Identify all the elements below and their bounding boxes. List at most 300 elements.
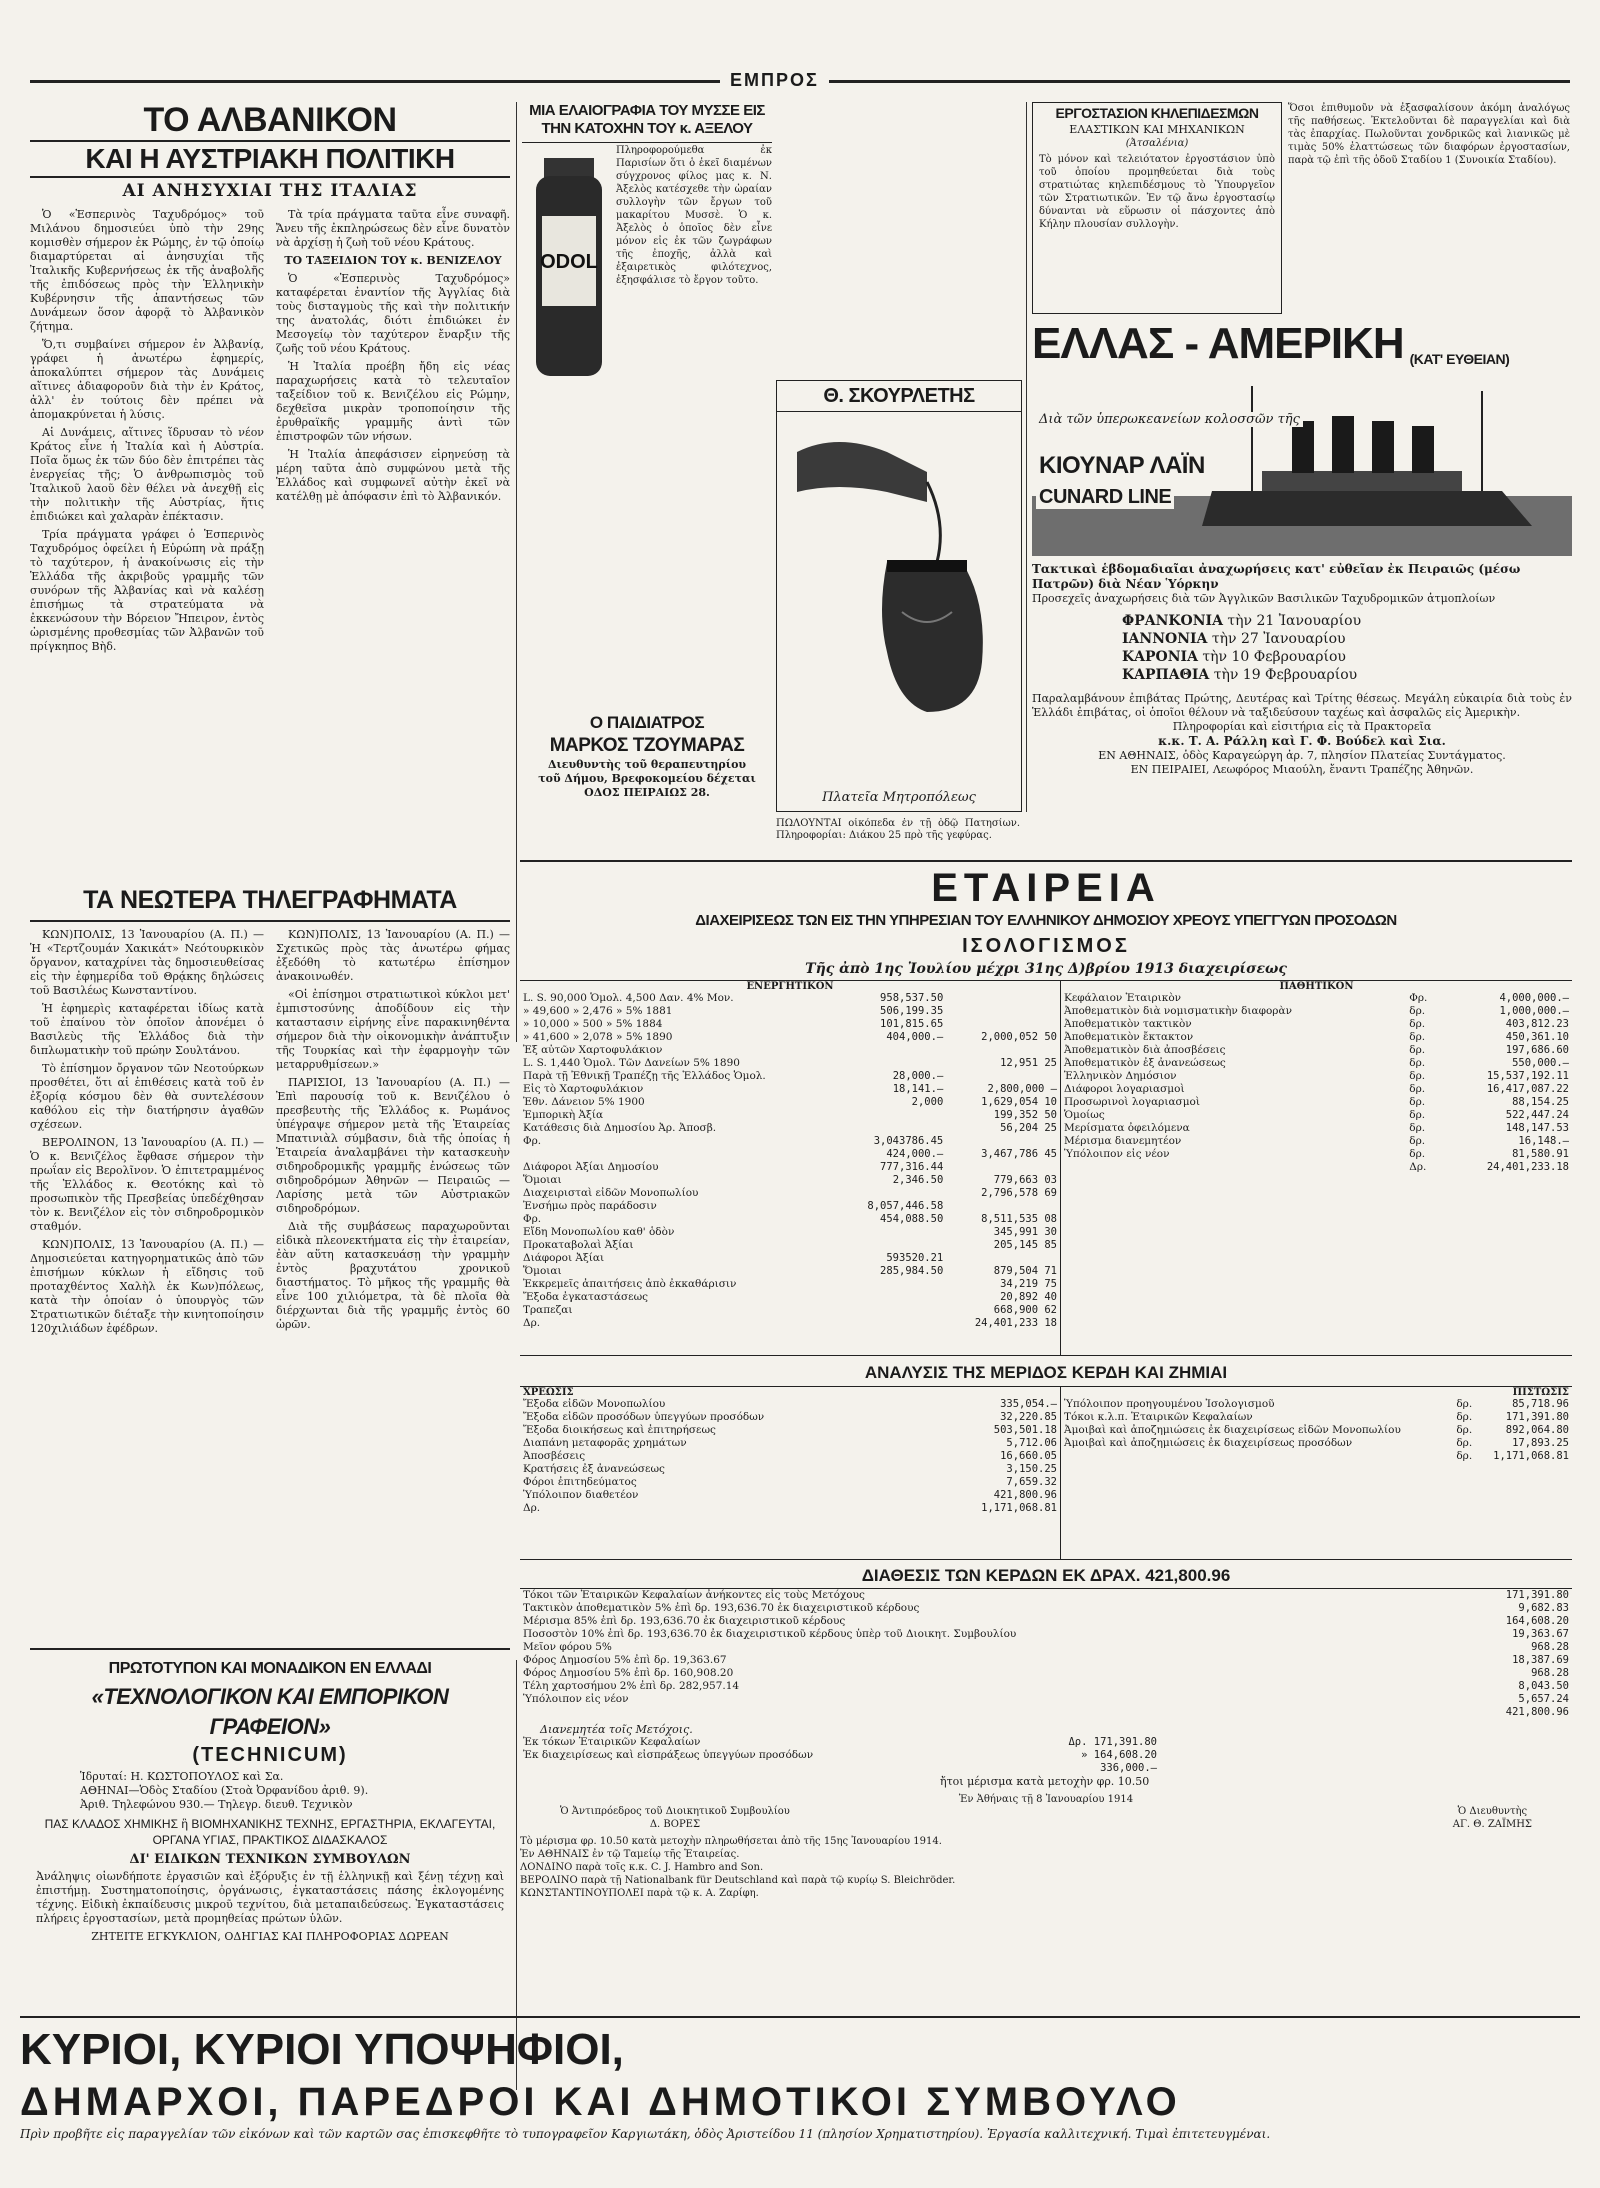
payment-info (520, 1835, 1572, 1900)
currency: δρ. (1409, 1005, 1426, 1017)
distribution-label: Φόρος Δημοσίου 5% ἐπὶ δρ. 19,363.67 (523, 1654, 727, 1666)
currency: δρ. (1456, 1411, 1473, 1423)
table-row (520, 1161, 1060, 1174)
currency: δρ. (1409, 1096, 1426, 1108)
shareholder-amount: » 164,608.20 (1081, 1749, 1157, 1761)
shareholders-table (520, 1736, 1160, 1775)
liability-amount: 1,000,000.— (1499, 1005, 1569, 1017)
asset-total (946, 1200, 1060, 1213)
company-notice (520, 866, 1572, 1946)
currency: δρ. (1409, 1109, 1426, 1121)
asset-amount: 28,000.— (892, 1070, 944, 1082)
dividend-line: ἤτοι μέρισμα κατὰ μετοχὴν φρ. 10.50 (940, 1775, 1150, 1788)
director-signature (1453, 1805, 1532, 1831)
liability-label (1061, 1161, 1406, 1174)
table-row (520, 1278, 1060, 1291)
liability-label: Μερίσματα ὀφειλόμενα (1064, 1122, 1190, 1134)
shareholder-amount: Δρ. 171,391.80 (1068, 1736, 1157, 1748)
debit-label: Κρατήσεις ἐξ ἀνανεώσεως (523, 1463, 665, 1475)
vice-president-signature (560, 1805, 790, 1831)
paragraph: Ὁ «Ἑσπερινὸς Ταχυδρόμος» τοῦ Μιλάνου δημοσιεύει ὑπὸ τὴν 29ης κομισθὲν σήμερον ἐκ Ρώμης, ἐν τῷ ὁποίῳ διαμαρτύρεται αἱ ἀνησυχίαι τῆς Ἰταλικῆς Κυβερνήσεως ἐκ τῆς ἀναβολῆς τῆς ἐπιδόσεως πρὸς τὴν Ἑλληνικὴν Κυβέρνησιν τῆς ἀπαντήσεως τῶν Δυνάμεων ὅσον ἀφορᾷ τὸ Ἀλβανικὸν ζήτημα. (30, 208, 264, 333)
currency: δρ. (1456, 1450, 1473, 1462)
currency: δρ. (1409, 1018, 1426, 1030)
asset-total: 2,796,578 69 (981, 1187, 1057, 1199)
technicum-ad (30, 1648, 510, 2010)
debit-amount: 3,150.25 (1006, 1463, 1057, 1475)
telegram: Τὸ ἐπίσημον ὄργανον τῶν Νεοτούρκων προσθέτει, ὅτι αἱ ἐπιθέσεις κατὰ τοῦ ἐν ἐξορίᾳ κόσμου δὲν θὰ συντελέσουν καθόλου εἰς τὴν διατήρησιν ἀγαθῶν σχέσεων. (30, 1062, 264, 1131)
asset-label: Ἐκκρεμεῖς ἀπαιτήσεις ἀπὸ ἐκκαθάρισιν (523, 1278, 737, 1290)
debit-amount: 335,054.— (1000, 1398, 1057, 1410)
credit-label: Ὑπόλοιπον προηγουμένου Ἰσολογισμοῦ (1064, 1398, 1275, 1410)
asset-label: Φρ. (523, 1135, 542, 1147)
asset-amount: 3,043786.45 (873, 1135, 944, 1147)
table-row (1061, 992, 1572, 1005)
telegram: Ἡ ἐφημερὶς καταφέρεται ἰδίως κατὰ τοῦ ἐπαίνου τὸν ὁποῖον ἀπονέμει ὁ Βασιλεὺς τῆς Ἑλλάδος διὰ τὴν διπλωματικὴν τοῦ πρώην Σουλτάνου. (30, 1002, 264, 1057)
asset-label: Ἐθν. Δάνειον 5% 1900 (523, 1096, 645, 1108)
table-row (520, 1057, 1060, 1070)
liability-amount: 16,148.— (1518, 1135, 1569, 1147)
table-row (520, 1317, 1060, 1330)
asset-label: Εἰς τὸ Χαρτοφυλάκιον (523, 1083, 644, 1095)
pediatrician-name: ΜΑΡΚΟΣ ΤΖΟΥΜΑΡΑΣ (549, 735, 745, 756)
asset-label: » 41,600 » 2,078 » 5% 1890 (523, 1031, 673, 1043)
ship-schedule (1032, 612, 1572, 684)
asset-label: L. S. 1,440 Ὁμολ. Τῶν Δανείων 5% 1890 (523, 1057, 740, 1069)
ad-title: «ΤΕΧΝΟΛΟΓΙΚΟΝ ΚΑΙ ΕΜΠΟΡΙΚΟΝ ΓΡΑΦΕΙΟΝ» (91, 1684, 449, 1739)
liability-label: Μέρισμα διανεμητέον (1064, 1135, 1182, 1147)
cunard-tag: (ΚΑΤ' ΕΥΘΕΙΑΝ) (1409, 351, 1510, 367)
asset-total (946, 1161, 1060, 1174)
asset-total: 56,204 25 (1000, 1122, 1057, 1134)
asset-total (946, 1252, 1060, 1265)
asset-amount (841, 1317, 947, 1330)
assets-table (520, 992, 1060, 1330)
table-row (1061, 1109, 1572, 1122)
distribution-amount: 421,800.96 (1505, 1706, 1569, 1718)
asset-label: Ὅμοιαι (523, 1174, 562, 1186)
credit-panel (1061, 1387, 1572, 1559)
debit-label: Ἔξοδα εἰδῶν Μονοπωλίου (523, 1398, 666, 1410)
shareholder-label: Ἐκ τόκων Ἑταιρικῶν Κεφαλαίων (523, 1736, 701, 1748)
distribution-label: Μεῖον φόρου 5% (523, 1641, 612, 1653)
skourletis-name: Θ. ΣΚΟΥΡΛΕΤΗΣ (777, 381, 1021, 412)
telegrams-col-left (30, 928, 264, 1340)
asset-label: Προκαταβολαὶ Ἀξίαι (523, 1239, 634, 1251)
tickets-info: Πληροφορίαι καὶ εἰσιτήρια εἰς τὰ Πρακτορεῖα (1172, 720, 1432, 733)
asset-label: Φρ. (523, 1213, 542, 1225)
telegram: ΠΑΡΙΣΙΟΙ, 13 Ἰανουαρίου (Α. Π.) — Ἐπὶ παρουσίᾳ τοῦ κ. Βενιζέλου ὁ πρεσβευτὴς τῆς Ἑλλάδος κ. Ρωμάνος ὑπέγραψε σήμερον μετὰ τῆς Ἑταιρείας Μπατινιὰλ σύμβασιν, διὰ τῆς ὁποίας ἡ Ἑταιρεία ἀναλαμβάνει τὴν κατασκευὴν σιδηροδρομικῆς γραμμῆς ἐνώσεως τῶν σιδηροδρόμων Ἀθηνῶν — Πειραιῶς — Λαρίσης μετὰ τῶν Αὐστριακῶν σιδηροδρόμων. (276, 1076, 510, 1215)
liability-amount: 148,147.53 (1505, 1122, 1569, 1134)
distribution-amount: 164,608.20 (1505, 1615, 1569, 1627)
asset-amount (841, 1122, 947, 1135)
debit-label: Διαπάνη μεταφορᾶς χρημάτων (523, 1437, 687, 1449)
cunard-title: ΕΛΛΑΣ - ΑΜΕΡΙΚΗ (1032, 319, 1404, 368)
table-row (520, 1252, 1060, 1265)
asset-total (946, 1135, 1060, 1148)
article-title: ΤΟ ΑΛΒΑΝΙΚΟΝ (143, 101, 397, 139)
distribution-amount: 968.28 (1531, 1667, 1569, 1679)
signature-role: Ὁ Διευθυντὴς (1457, 1806, 1528, 1817)
table-row (520, 1187, 1060, 1200)
asset-total: 20,892 40 (1000, 1291, 1057, 1303)
table-row (520, 1200, 1060, 1213)
signature-name: ΑΓ. Θ. ΖΑΪΜΗΣ (1452, 1819, 1532, 1830)
debit-amount: 16,660.05 (1000, 1450, 1057, 1462)
currency: Φρ. (1409, 992, 1428, 1004)
hose-notes (1288, 102, 1570, 312)
asset-total (946, 1018, 1060, 1031)
asset-amount: 454,088.50 (880, 1213, 944, 1225)
table-row (520, 1437, 1060, 1450)
article-kicker: ΑΙ ΑΝΗΣΥΧΙΑΙ ΤΗΣ ΙΤΑΛΙΑΣ (122, 181, 418, 201)
liability-amount: 81,580.91 (1512, 1148, 1569, 1160)
liability-amount: 522,447.24 (1505, 1109, 1569, 1121)
currency: Δρ. (1409, 1161, 1427, 1173)
shareholder-amount: 336,000.— (1100, 1762, 1157, 1774)
table-row (520, 1680, 1572, 1693)
masthead-title: ΕΜΠΡΟΣ (720, 70, 829, 91)
table-row (520, 1602, 1572, 1615)
line-name: ΚΙΟΥΝΑΡ ΛΑΪΝ (1036, 452, 1208, 480)
asset-total: 345,991 30 (993, 1226, 1057, 1238)
table-row (520, 1174, 1060, 1187)
hose-sub2: (Ἀτσαλένια) (1125, 138, 1189, 149)
telegrams-article (30, 880, 510, 1640)
ship-row (1122, 612, 1572, 630)
paragraph: Ἡ Ἰταλία προέβη ἤδη εἰς νέας παραχωρήσεις κατὰ τὸ τελευταῖον ταξείδιον τοῦ κ. Βενιζέλου εἰς Ρώμην, δεχθεῖσα μικρὰν τροποποίησιν τῆς ἐρυθραϊκῆς γραμμῆς ἀντὶ τῶν ἐπιστροφῶν τῶν νήσων. (276, 360, 510, 443)
assets-heading: ΕΝΕΡΓΗΤΙΚΟΝ (746, 981, 834, 992)
shareholders-heading: Διανεμητέα τοῖς Μετόχοις. (540, 1723, 693, 1736)
table-row (1061, 1096, 1572, 1109)
asset-label: » 49,600 » 2,476 » 5% 1881 (523, 1005, 673, 1017)
payment-line: ΒΕΡΟΛΙΝΟ παρὰ τῇ Nationalbank für Deutschland καὶ παρὰ τῷ κυρίῳ S. Bleichröder. (520, 1875, 956, 1886)
liabilities-panel (1061, 981, 1572, 1355)
piraeus-office: ΕΝ ΠΕΙΡΑΙΕΙ, Λεωφόρος Μιαούλη, ἔναντι Τραπέζης Ἀθηνῶν. (1130, 763, 1474, 776)
asset-label: Ἐμπορικὴ Ἀξία (523, 1109, 604, 1121)
ad-kicker: ΠΡΩΤΟΤΥΠΟΝ ΚΑΙ ΜΟΝΑΔΙΚΟΝ ΕΝ ΕΛΛΑΔΙ (108, 1660, 432, 1677)
asset-amount (841, 1187, 947, 1200)
table-row (520, 1667, 1572, 1680)
table-row (520, 1654, 1572, 1667)
company-subtitle: ΔΙΑΧΕΙΡΙΣΕΩΣ ΤΩΝ ΕΙΣ ΤΗΝ ΥΠΗΡΕΣΙΑΝ ΤΟΥ ΕΛΛΗΝΙΚΟΥ ΔΗΜΟΣΙΟΥ ΧΡΕΟΥΣ ΥΠΕΓΓΥΩΝ ΠΡΟΣΟΔΩΝ (695, 912, 1397, 929)
liability-label: Ὑπόλοιπον εἰς νέον (1064, 1148, 1170, 1160)
distribution-amount: 5,657.24 (1518, 1693, 1569, 1705)
debit-table (520, 1398, 1060, 1515)
asset-amount: 101,815.65 (880, 1018, 944, 1030)
asset-amount: 2,346.50 (892, 1174, 944, 1186)
credit-amount: 85,718.96 (1512, 1398, 1569, 1410)
odol-title: ΜΙΑ ΕΛΑΙΟΓΡΑΦΙΑ ΤΟΥ ΜΥΣΣΕ ΕΙΣ ΤΗΝ ΚΑΤΟΧΗΝ ΤΟΥ κ. ΑΞΕΛΟΥ (522, 102, 772, 143)
credit-heading: ΠΙΣΤΩΣΙΣ (1512, 1387, 1569, 1398)
asset-label: Τραπεζαι (523, 1304, 573, 1316)
asset-total: 3,467,786 45 (981, 1148, 1057, 1160)
asset-total (946, 1044, 1060, 1057)
debit-amount: 32,220.85 (1000, 1411, 1057, 1423)
ship-row (1122, 666, 1572, 684)
ship-name: ΙΑΝΝΟΝΙΑ (1122, 631, 1208, 647)
currency: δρ. (1409, 1044, 1426, 1056)
paragraph: Τρία πράγματα γράφει ὁ Ἑσπερινὸς Ταχυδρόμος ὀφείλει ἡ Εὐρώπη νὰ πράξῃ τὸ ταχύτερον, ἡ ἀνακοίνωσις εἰς τὴν Ἑλλάδα τῆς ἀκριβοῦς γραμμῆς τῶν συνόρων τῆς Ἀλβανίας καὶ νὰ καλέσῃ ἐπισήμως τὰ στρατεύματα νὰ ἐκκενώσουν τὴν Βόρειον Ἤπειρον, ἐντὸς ὡρισμένης προθεσμίας τῶν Ἀλβανῶν τοῦ πρίγκηπος Βὴδ. (30, 528, 264, 653)
signature-name: Δ. ΒΟΡΕΣ (649, 1819, 701, 1830)
credit-amount: 17,893.25 (1512, 1437, 1569, 1449)
liabilities-heading: ΠΑΘΗΤΙΚΟΝ (1279, 981, 1354, 992)
distribution-label: Τόκοι τῶν Ἑταιρικῶν Κεφαλαίων ἀνήκοντες εἰς τοὺς Μετόχους (523, 1589, 865, 1601)
liability-label: Διάφοροι λογαριασμοὶ (1064, 1083, 1185, 1095)
credit-label: Ἀμοιβαὶ καὶ ἀποζημιώσεις ἐκ διαχειρίσεως προσόδων (1064, 1437, 1353, 1449)
asset-amount (841, 1278, 947, 1291)
banner-line-3: Πρὶν προβῆτε εἰς παραγγελίαν τῶν εἰκόνων καὶ τῶν καρτῶν σας ἐπισκεφθῆτε τὸ τυπογραφεῖον Καργιωτάκη, ὁδὸς Ἀριστείδου 11 (πλησίον Χρηματιστηρίου). Ἐργασία καλλιτεχνική. Τιμαὶ ἐπιτετευγμέναι. (20, 2127, 1271, 2141)
liability-label: Ἀποθεματικὸν τακτικὸν (1064, 1018, 1192, 1030)
article-col-right (276, 208, 510, 658)
currency: δρ. (1409, 1083, 1426, 1095)
table-row (520, 1450, 1060, 1463)
asset-total: 12,951 25 (1000, 1057, 1057, 1069)
plots-caption (776, 818, 1020, 858)
table-row (520, 1398, 1060, 1411)
table-row (520, 1083, 1060, 1096)
table-row (520, 1411, 1060, 1424)
liability-label: Ἀποθεματικὸν ἔκτακτον (1064, 1031, 1194, 1043)
ad-body: Ἀνάληψις οἱωνδήποτε ἐργασιῶν καὶ ἐξόρυξις ἐν τῇ ἑλληνικῇ καὶ ξένῃ τέχνῃ καὶ ἐπιστήμῃ. Συστηματοποίησις, ὀργάνωσις, ἐγκαταστάσεις πάσης ἐκλογομένης τέχνης. Εἰδικὴ ἐκπαίδευσις μικροῦ τεχνίτου, διὰ μεταπαιδεύσεως. Ἐγκαταστάσεις πλήρεις ἐργοστασίων, μετὰ προμηθείας πρώτων ὑλῶν. (36, 1870, 504, 1925)
hose-factory-ad (1032, 102, 1282, 314)
table-row (520, 1265, 1060, 1278)
asset-label: Δρ. (523, 1317, 541, 1329)
ship-date: τὴν 19 Φεβρουαρίου (1213, 667, 1358, 683)
credit-amount: 892,064.80 (1505, 1424, 1569, 1436)
table-row (520, 1031, 1060, 1044)
liability-amount: 4,000,000.— (1499, 992, 1569, 1004)
founders: Ἱδρυταί: Η. ΚΩΣΤΟΠΟΥΛΟΣ καὶ Σα. (80, 1770, 284, 1783)
liability-label: Ἀποθεματικὸν ἐξ ἀνανεώσεως (1064, 1057, 1226, 1069)
balance-period: Τῆς ἀπὸ 1ης Ἰουλίου μέχρι 31ης Δ)βρίου 1913 διαχειρίσεως (520, 960, 1572, 981)
payment-line: ΚΩΝΣΤΑΝΤΙΝΟΥΠΟΛΕΙ παρὰ τῷ κ. Α. Ζαρίφη. (520, 1888, 759, 1899)
credit-amount: 1,171,068.81 (1493, 1450, 1569, 1462)
credit-amount: 171,391.80 (1505, 1411, 1569, 1423)
pediatrician-line: τοῦ Δήμου, Βρεφοκομείου δέχεται ΟΔΟΣ ΠΕΙΡΑΙΩΣ 28. (538, 772, 756, 799)
table-row (520, 1096, 1060, 1109)
table-row (520, 1122, 1060, 1135)
ship-name: ΦΡΑΝΚΟΝΙΑ (1122, 613, 1223, 629)
ad-fields: ΠΑΣ ΚΛΑΔΟΣ ΧΗΜΙΚΗΣ ἢ ΒΙΟΜΗΧΑΝΙΚΗΣ ΤΕΧΝΗΣ, ΕΡΓΑΣΤΗΡΙΑ, ΕΚΛΑΓΕΥΤΑΙ, ΟΡΓΑΝΑ ΥΓΙΑΣ, ΠΡΑΚΤΙΚΟΣ ΔΙΔΑΣΚΑΛΟΣ (44, 1817, 496, 1847)
distribution-label: Ποσοστὸν 10% ἐπὶ δρ. 193,636.70 ἐκ διαχειριστικοῦ κέρδους ὑπὲρ τοῦ Διοικητ. Συμβουλίου (523, 1628, 1017, 1640)
debit-label: Ἔξοδα διοικήσεως καὶ ἐπιτηρήσεως (523, 1424, 716, 1436)
asset-total: 8,511,535 08 (981, 1213, 1057, 1225)
asset-amount (841, 1291, 947, 1304)
asset-label: L. S. 90,000 Ὁμολ. 4,500 Δαν. 4% Μον. (523, 992, 734, 1004)
distribution-amount: 9,682.83 (1518, 1602, 1569, 1614)
payment-line: ΛΟΝΔΙΝΟ παρὰ τοῖς κ.κ. C. J. Hambro and Son. (520, 1862, 764, 1873)
distribution-amount: 8,043.50 (1518, 1680, 1569, 1692)
table-row (520, 1736, 1160, 1749)
ship-caption: Διὰ τῶν ὑπερωκεανείων κολοσσῶν τῆς (1036, 412, 1303, 427)
table-row (1061, 1398, 1572, 1411)
distribution-label: Τακτικὸν ἀποθεματικὸν 5% ἐπὶ δρ. 193,636.70 ἐκ διαχειριστικοῦ κέρδους (523, 1602, 920, 1614)
asset-amount: 506,199.35 (880, 1005, 944, 1017)
table-row (520, 1424, 1060, 1437)
hose-notes-text: Ὅσοι ἐπιθυμοῦν νὰ ἐξασφαλίσουν ἀκόμη ἀναλόγως τῆς παθήσεως. Ἐκτελοῦνται δὲ παραγγελίαι καὶ διὰ τὰς ἐπαρχίας. Πωλοῦνται χονδρικῶς καὶ λιανικῶς μὲ τιμὰς 50% ἐλαττώσεως τῶν διαφόρων ἐργοστασίων, παρὰ τῷ ἐπὶ τῆς ὁδοῦ Σταδίου 1 (Συνοικία Σταδίου). (1288, 103, 1570, 166)
company-title: ΕΤΑΙΡΕΙΑ (931, 866, 1161, 910)
table-row (1061, 1424, 1572, 1437)
table-row (1061, 1135, 1572, 1148)
payment-line: Τὸ μέρισμα φρ. 10.50 κατὰ μετοχὴν πληρωθήσεται ἀπὸ τῆς 15ης Ἰανουαρίου 1914. (520, 1836, 942, 1847)
asset-amount: 958,537.50 (880, 992, 944, 1004)
odol-ad (522, 102, 772, 862)
ship-name: ΚΑΡΟΝΙΑ (1122, 649, 1198, 665)
distribution-label: Τέλη χαρτοσήμου 2% ἐπὶ δρ. 282,957.14 (523, 1680, 740, 1692)
albanian-article (30, 100, 510, 880)
ship-row (1122, 630, 1572, 648)
debit-label: Ἀποσβέσεις (523, 1450, 586, 1462)
plots-caption-text: ΠΩΛΟΥΝΤΑΙ οἰκόπεδα ἐν τῇ ὁδῷ Πατησίων. Πληροφορίαι: Διάκου 25 πρὸ τῆς γεφύρας. (776, 818, 1020, 841)
table-row (520, 1005, 1060, 1018)
ad-footer: ΖΗΤΕΙΤΕ ΕΓΚΥΚΛΙΟΝ, ΟΔΗΓΙΑΣ ΚΑΙ ΠΛΗΡΟΦΟΡΙΑΣ ΔΩΡΕΑΝ (91, 1930, 449, 1943)
table-row (1061, 1161, 1572, 1174)
asset-amount: 2,000 (911, 1096, 944, 1108)
table-row (520, 1070, 1060, 1083)
ship-date: τὴν 27 Ἰανουαρίου (1211, 631, 1346, 647)
distribution-label: Ὑπόλοιπον εἰς νέον (523, 1693, 629, 1705)
ship-name: ΚΑΡΠΑΘΙΑ (1122, 667, 1210, 683)
asset-amount: 18,141.— (892, 1083, 944, 1095)
table-row (520, 992, 1060, 1005)
table-row (520, 1109, 1060, 1122)
telegram: ΚΩΝ)ΠΟΛΙΣ, 13 Ἰανουαρίου (Α. Π.) — Δημοσιεύεται κατηγορηματικῶς ἀπὸ τῶν ἐπισήμων κύκλων ἡ εἴδησις τοῦ προταχθέντος Χαλὴλ ἐκ Κων)πόλεως, κατὰ τὴν ὁποίαν ὁ ὑπουργὸς τῶν Στρατιωτικῶν διέταξε τὴν κινητοποίησιν 120χιλιάδων ἐφέδρων. (30, 1238, 264, 1335)
asset-amount (841, 1109, 947, 1122)
distribution-label (520, 1706, 1444, 1719)
asset-total: 779,663 03 (993, 1174, 1057, 1186)
liability-label: Ὁμοίως (1064, 1109, 1105, 1121)
table-row (520, 1239, 1060, 1252)
hose-body: Τὸ μόνον καὶ τελειότατον ἐργοστάσιον ὑπὸ τοῦ ὁποίου προμηθεύεται διὰ τοὺς στρατιώτας κηλεπιδέσμους τὸ Ὑπουργεῖον τῶν Στρατιωτικῶν. Ἐν τῷ ἄνω ἐργοστασίῳ δύνανται νὰ εὕρωσιν οἱ πάσχοντες ἀπὸ Κήλην πλουσίαν συλλογὴν. (1039, 154, 1275, 230)
table-row (520, 1463, 1060, 1476)
table-row (520, 1148, 1060, 1161)
skourletis-ad (776, 380, 1022, 812)
debit-amount: 7,659.32 (1006, 1476, 1057, 1488)
table-row (520, 1693, 1572, 1706)
asset-label: Ἔξοδα ἐγκαταστάσεως (523, 1291, 649, 1303)
asset-total (946, 992, 1060, 1005)
table-row (520, 1641, 1572, 1654)
handbag-illustration (777, 412, 1021, 772)
table-row (1061, 1070, 1572, 1083)
shareholder-label (520, 1762, 1005, 1775)
asset-label: Διάφοροι Ἀξίαι (523, 1252, 605, 1264)
column-rule-1 (516, 102, 517, 1042)
agents: κ.κ. Τ. Α. Ράλλη καὶ Γ. Φ. Βούδελ καὶ Σια. (1158, 734, 1446, 748)
telegram: «Οἱ ἐπίσημοι στρατιωτικοὶ κύκλοι μετ' ἐμπιστοσύνης ἀποδίδουν εἰς τὴν καταστασιν εἰρήνης εἶνε παρακινηθέντα σήμερον διὰ τὴν οἰκονομικὴν ἀνάπτυξιν τῆς Τουρκίας καὶ τὴν ἐφαρμογὴν τῶν μεταρρυθμίσεων.» (276, 988, 510, 1071)
table-row (520, 1749, 1160, 1762)
distribution-table (520, 1589, 1572, 1719)
currency: δρ. (1456, 1424, 1473, 1436)
distribution-amount: 19,363.67 (1512, 1628, 1569, 1640)
table-row (520, 1304, 1060, 1317)
asset-amount: 8,057,446.58 (867, 1200, 944, 1212)
liability-amount: 88,154.25 (1512, 1096, 1569, 1108)
odol-label: ODOL (540, 251, 598, 273)
paragraph: Τὰ τρία πράγματα ταῦτα εἶνε συναφῆ. Ἄνευ τῆς ἐκπληρώσεως δὲν εἶνε δυνατὸν νὰ ἀρχίσῃ ἡ ζωὴ τοῦ νέου Κράτους. (276, 208, 510, 249)
table-row (520, 1135, 1060, 1148)
section-heading: ΤΟ ΤΑΞΕΙΔΙΟΝ ΤΟΥ κ. ΒΕΝΙΖΕΛΟΥ (284, 254, 502, 267)
asset-amount: 404,000.— (886, 1031, 944, 1043)
table-row (520, 1476, 1060, 1489)
table-row (1061, 1044, 1572, 1057)
liability-label: Κεφάλαιον Ἑταιρικὸν (1064, 992, 1182, 1004)
asset-amount: 424,000.— (886, 1148, 944, 1160)
ad-latin-title: (TECHNICUM) (192, 1744, 348, 1766)
table-row (520, 1044, 1060, 1057)
asset-amount: 285,984.50 (880, 1265, 944, 1277)
asset-label: Εἴδη Μονοπωλίου καθ' ὁδὸν (523, 1226, 675, 1238)
asset-label: Διάφοροι Ἀξίαι Δημοσίου (523, 1161, 659, 1173)
asset-total: 205,145 85 (993, 1239, 1057, 1251)
debit-label: Φόροι ἐπιτηδεύματος (523, 1476, 637, 1488)
telegrams-title: ΤΑ ΝΕΩΤΕΡΑ ΤΗΛΕΓΡΑΦΗΜΑΤΑ (30, 880, 510, 922)
currency: δρ. (1409, 1148, 1426, 1160)
table-row (520, 1213, 1060, 1226)
currency: δρ. (1409, 1031, 1426, 1043)
table-row (1061, 1083, 1572, 1096)
asset-amount: 777,316.44 (880, 1161, 944, 1173)
debit-panel (520, 1387, 1061, 1559)
line-latin: CUNARD LINE (1036, 486, 1174, 509)
credit-label (1061, 1450, 1453, 1463)
table-row (520, 1291, 1060, 1304)
currency: δρ. (1409, 1135, 1426, 1147)
pl-title: ΑΝΑΛΥΣΙΣ ΤΗΣ ΜΕΡΙΔΟΣ ΚΕΡΔΗ ΚΑΙ ΖΗΜΙΑΙ (520, 1360, 1572, 1387)
asset-label: » 10,000 » 500 » 5% 1884 (523, 1018, 663, 1030)
table-row (520, 1628, 1572, 1641)
liability-amount: 550,000.— (1512, 1057, 1569, 1069)
liabilities-table (1061, 992, 1572, 1174)
section-rule (520, 860, 1572, 862)
pediatrician-line: Διευθυντὴς τοῦ θεραπευτηρίου (547, 758, 747, 771)
ad-fields-sub: ΔΙ' ΕΙΔΙΚΩΝ ΤΕΧΝΙΚΩΝ ΣΥΜΒΟΥΛΩΝ (129, 1852, 411, 1867)
article-subtitle: ΚΑΙ Η ΑΥΣΤΡΙΑΚΗ ΠΟΛΙΤΙΚΗ (30, 140, 510, 178)
liability-amount: 15,537,192.11 (1486, 1070, 1569, 1082)
cunard-ad (1032, 318, 1572, 858)
table-row (1061, 1122, 1572, 1135)
shareholder-label: Ἐκ διαχειρίσεως καὶ εἰσπράξεως ὑπεγγύων προσόδων (523, 1749, 814, 1761)
asset-label: Ἐνσήμω πρὸς παράδοσιν (523, 1200, 657, 1212)
ship-date: τὴν 21 Ἰανουαρίου (1227, 613, 1362, 629)
athens-office: ΕΝ ΑΘΗΝΑΙΣ, ὁδὸς Καραγεώργη ἀρ. 7, πλησίον Πλατείας Συντάγματος. (1098, 749, 1506, 762)
table-row (520, 1706, 1572, 1719)
debit-amount: 503,501.18 (993, 1424, 1057, 1436)
table-row (1061, 1005, 1572, 1018)
asset-total: 879,504 71 (993, 1265, 1057, 1277)
debit-label: Δρ. (523, 1502, 541, 1514)
payment-line: Ἐν ΑΘΗΝΑΙΣ ἐν τῷ Ταμείῳ τῆς Ἑταιρείας. (520, 1849, 740, 1860)
asset-amount (841, 1044, 947, 1057)
asset-total: 2,000,052 50 (981, 1031, 1057, 1043)
phone: Ἀριθ. Τηλεφώνου 930.— Τηλεγρ. διευθ. Τεχνικὸν (80, 1798, 353, 1811)
debit-amount: 5,712.06 (1006, 1437, 1057, 1449)
distribution-amount: 171,391.80 (1505, 1589, 1569, 1601)
ship-date: τὴν 10 Φεβρουαρίου (1202, 649, 1346, 665)
liability-amount: 450,361.10 (1505, 1031, 1569, 1043)
asset-label: Παρὰ τῇ Ἐθνικῇ Τραπέζῃ τῆς Ἑλλάδος Ὁμολ. (523, 1070, 766, 1082)
article-col-left (30, 208, 264, 658)
skourletis-place: Πλατεῖα Μητροπόλεως (822, 790, 976, 805)
signature-role: Ὁ Ἀντιπρόεδρος τοῦ Διοικητικοῦ Συμβουλίου (560, 1806, 790, 1817)
passenger-info: Παραλαμβάνουν ἐπιβάτας Πρώτης, Δευτέρας καὶ Τρίτης θέσεως. Μεγάλη εὐκαιρία διὰ τοὺς ἐν Ἑλλάδι ἐπιβάτας, οἱ ὁποῖοι θέλουν νὰ ταξιδεύσουν ταχέως καὶ ἀσφαλῶς εἰς Ἀμερικὴν. (1032, 692, 1572, 719)
distribution-amount: 968.28 (1531, 1641, 1569, 1653)
table-row (520, 1589, 1572, 1602)
asset-label: Ἐξ αὐτῶν Χαρτοφυλάκιον (523, 1044, 663, 1056)
table-row (520, 1502, 1060, 1515)
hose-title: ΕΡΓΟΣΤΑΣΙΟΝ ΚΗΛΕΠΙΔΕΣΜΩΝ (1055, 105, 1259, 121)
currency: δρ. (1409, 1122, 1426, 1134)
